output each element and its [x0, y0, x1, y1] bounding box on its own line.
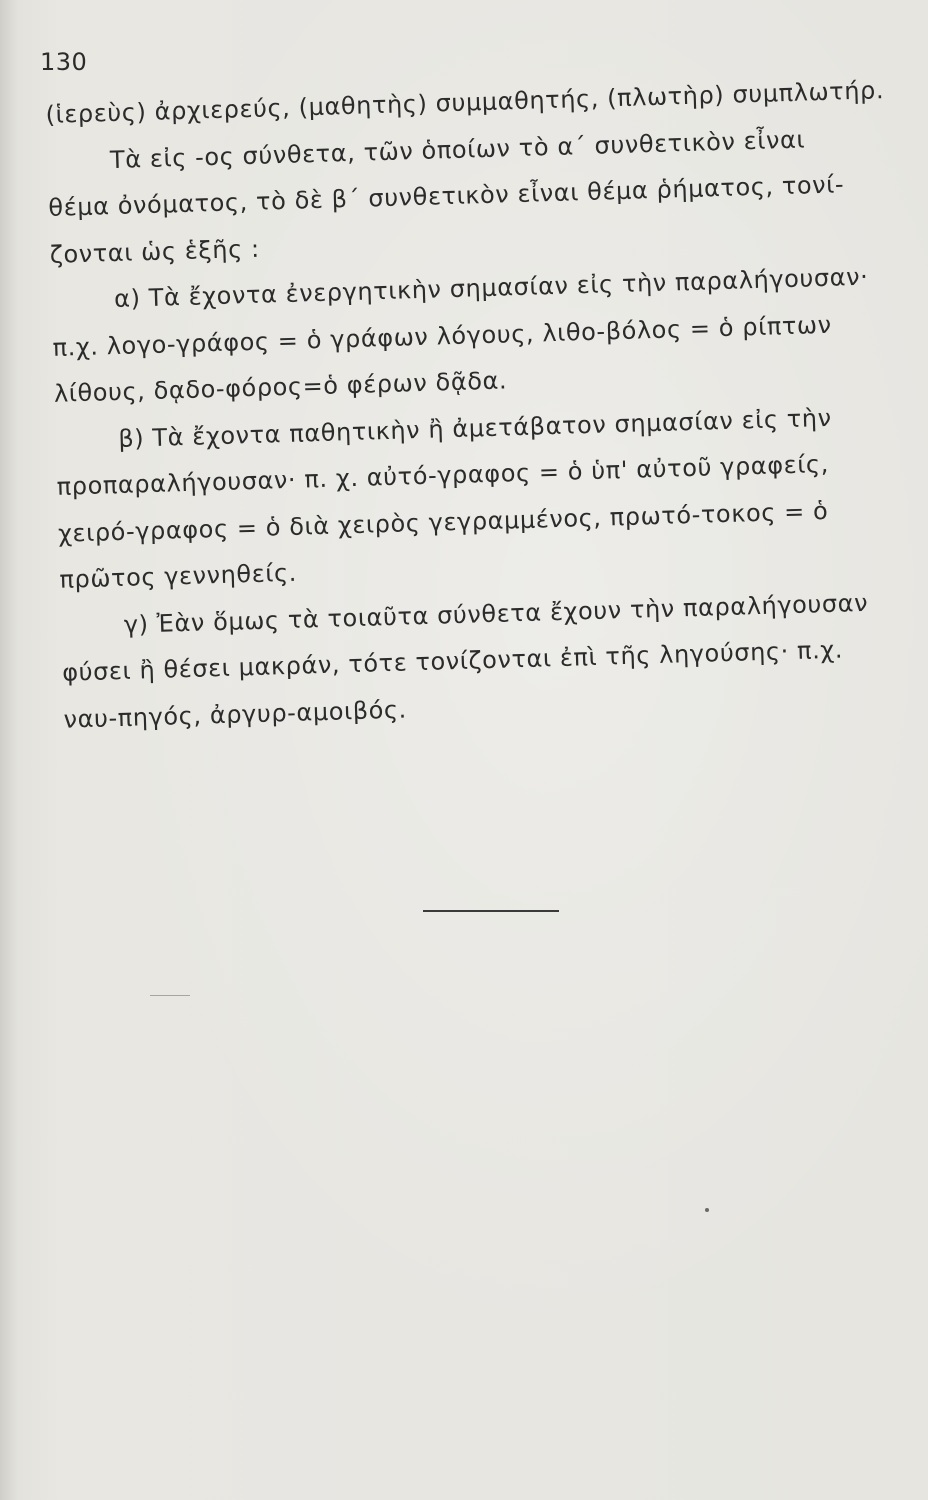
text-line: προπαραλήγουσαν· π. χ. αὐτό-γραφος = ὁ ὑπ' αὐτοῦ γραφείς,	[56, 449, 830, 501]
text-line: ζονται ὡς ἑξῆς :	[49, 234, 261, 269]
text-line: (ἱερεὺς) ἀρχιερεύς, (μαθητὴς) συμμαθητής, (πλωτὴρ) συμπλωτήρ.	[45, 76, 885, 129]
text-line: ναυ-πηγός, ἀργυρ-αμοιβός.	[63, 695, 408, 734]
text-line: Τὰ εἰς -ος σύνθετα, τῶν ὁποίων τὸ α΄ συνθετικὸν εἶναι	[109, 124, 806, 174]
text-line: γ) Ἐὰν ὅμως τὰ τοιαῦτα σύνθετα ἔχουν τὴν παραλήγουσαν	[123, 588, 869, 639]
text-line: πρῶτος γεννηθείς.	[59, 558, 298, 594]
ink-speck	[705, 1208, 709, 1212]
text-line: λίθους, δᾳδο-φόρος=ὁ φέρων δᾷδα.	[53, 366, 508, 408]
paper-mark	[150, 995, 190, 996]
page-number: 130	[40, 48, 88, 76]
text-line: θέμα ὀνόματος, τὸ δὲ β΄ συνθετικὸν εἶναι θέμα ῥήματος, τονί-	[48, 170, 845, 222]
text-line: χειρό-γραφος = ὁ διὰ χειρὸς γεγραμμένος, πρωτό-τοκος = ὁ	[57, 496, 829, 548]
text-line: φύσει ἢ θέσει μακράν, τότε τονίζονται ἐπὶ τῆς ληγούσης· π.χ.	[61, 635, 844, 687]
text-line: π.χ. λογο-γράφος = ὁ γράφων λόγους, λιθο-βόλος = ὁ ρίπτων	[52, 310, 833, 362]
text-line: β) Τὰ ἔχοντα παθητικὴν ἢ ἀμετάβατον σημασίαν εἰς τὴν	[117, 403, 833, 453]
section-divider	[423, 910, 559, 912]
text-line: α) Τὰ ἔχοντα ἐνεργητικὴν σημασίαν εἰς τὴν παραλήγουσαν·	[113, 262, 869, 314]
body-text	[45, 67, 914, 743]
